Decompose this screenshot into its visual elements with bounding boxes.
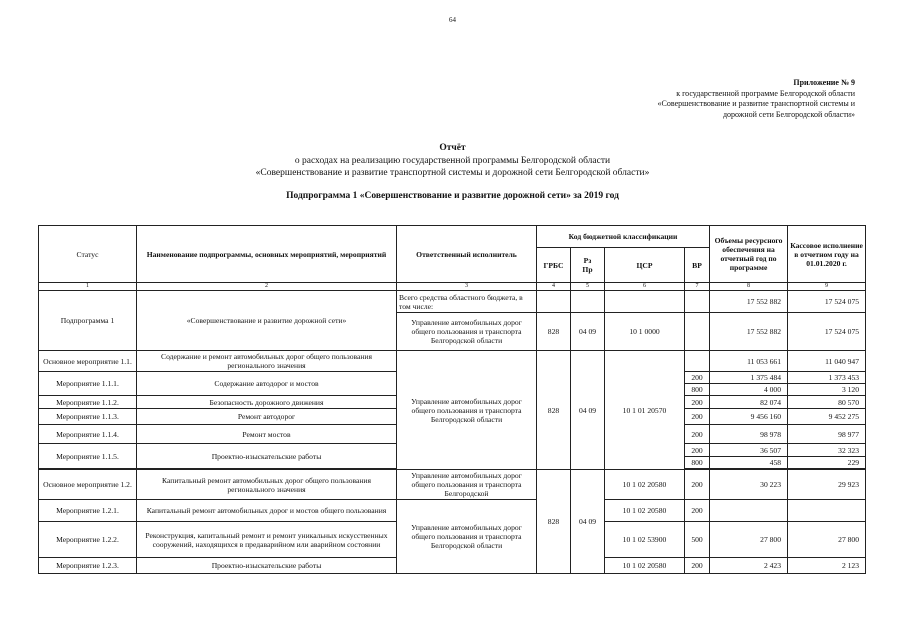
vr-cell xyxy=(685,291,710,313)
plan-cell: 82 074 xyxy=(710,396,788,409)
plan-cell: 458 xyxy=(710,457,788,469)
grbs-cell: 828 xyxy=(537,313,571,351)
expense-report-table xyxy=(38,225,866,574)
executor-cell: Управление автомобильных дорог общего пользования и транспорта Белгородской xyxy=(397,470,537,500)
plan-cell: 17 552 882 xyxy=(710,313,788,351)
actual-cell: 9 452 275 xyxy=(788,409,866,425)
name-cell: «Совершенствование и развитие дорожной сети» xyxy=(137,291,397,351)
vr-cell: 500 xyxy=(685,522,710,558)
name-cell: Капитальный ремонт автомобильных дорог и мостов общего пользования xyxy=(137,500,397,522)
actual-cell: 2 123 xyxy=(788,558,866,574)
actual-cell: 17 524 075 xyxy=(788,291,866,313)
rzpr-cell: 04 09 xyxy=(571,470,605,574)
table-row xyxy=(39,500,866,522)
appendix-line-3: «Совершенствование и развитие транспортной системы и xyxy=(657,99,855,108)
table-row xyxy=(39,351,866,372)
name-cell: Ремонт мостов xyxy=(137,425,397,444)
actual-cell: 17 524 075 xyxy=(788,313,866,351)
vr-cell: 200 xyxy=(685,470,710,500)
column-index-row xyxy=(39,283,866,291)
plan-cell: 2 423 xyxy=(710,558,788,574)
col-index: 2 xyxy=(137,283,397,291)
header-grbs: ГРБС xyxy=(537,248,571,283)
name-cell: Ремонт автодорог xyxy=(137,409,397,425)
vr-cell: 200 xyxy=(685,558,710,574)
vr-cell: 200 xyxy=(685,372,710,384)
actual-cell xyxy=(788,500,866,522)
rzpr-cell: 04 09 xyxy=(571,351,605,470)
actual-cell: 1 373 453 xyxy=(788,372,866,384)
vr-cell: 200 xyxy=(685,444,710,457)
header-executor: Ответственный исполнитель xyxy=(397,226,537,283)
appendix-line-4: дорожной сети Белгородской области» xyxy=(722,109,855,119)
header-rz: Рз xyxy=(583,256,592,265)
actual-cell: 229 xyxy=(788,457,866,469)
vr-cell: 200 xyxy=(685,500,710,522)
vr-cell: 200 xyxy=(685,425,710,444)
plan-cell xyxy=(710,500,788,522)
grbs-cell xyxy=(537,291,571,313)
actual-cell: 98 977 xyxy=(788,425,866,444)
status-cell: Мероприятие 1.1.3. xyxy=(39,409,137,425)
actual-cell: 27 800 xyxy=(788,522,866,558)
status-cell: Мероприятие 1.1.4. xyxy=(39,425,137,444)
status-cell: Мероприятие 1.1.1. xyxy=(39,372,137,396)
header-pr: Пр xyxy=(582,265,593,274)
csr-cell: 10 1 0000 xyxy=(605,313,685,351)
csr-cell: 10 1 02 20580 xyxy=(605,470,685,500)
col-index: 5 xyxy=(571,283,605,291)
status-cell: Мероприятие 1.1.2. xyxy=(39,396,137,409)
plan-cell: 11 053 661 xyxy=(710,351,788,372)
name-cell: Безопасность дорожного движения xyxy=(137,396,397,409)
header-rzpr xyxy=(571,248,605,283)
vr-cell: 800 xyxy=(685,457,710,469)
plan-cell: 1 375 484 xyxy=(710,372,788,384)
actual-cell: 80 570 xyxy=(788,396,866,409)
header-name: Наименование подпрограммы, основных мероприятий, мероприятий xyxy=(137,226,397,283)
grbs-cell: 828 xyxy=(537,351,571,470)
status-cell: Мероприятие 1.2.2. xyxy=(39,522,137,558)
vr-cell: 200 xyxy=(685,396,710,409)
header-vr: ВР xyxy=(685,248,710,283)
report-title xyxy=(0,142,905,202)
col-index: 8 xyxy=(710,283,788,291)
name-cell: Содержание автодорог и мостов xyxy=(137,372,397,396)
vr-cell: 200 xyxy=(685,409,710,425)
vr-cell xyxy=(685,351,710,372)
title-line-1: Отчёт xyxy=(439,143,466,153)
title-subtitle: Подпрограмма 1 «Совершенствование и развитие дорожной сети» за 2019 год xyxy=(286,190,619,201)
col-index: 4 xyxy=(537,283,571,291)
plan-cell: 4 000 xyxy=(710,384,788,396)
status-cell: Мероприятие 1.2.1. xyxy=(39,500,137,522)
name-cell: Капитальный ремонт автомобильных дорог общего пользования регионального значения xyxy=(137,470,397,500)
executor-cell: Управление автомобильных дорог общего пользования и транспорта Белгородской области xyxy=(397,500,537,574)
name-cell: Реконструкция, капитальный ремонт и ремонт уникальных искусственных сооружений, находящихся в предаварийном или аварийном состоянии xyxy=(137,522,397,558)
rzpr-cell xyxy=(571,291,605,313)
status-cell: Мероприятие 1.2.3. xyxy=(39,558,137,574)
plan-cell: 98 978 xyxy=(710,425,788,444)
page-number: 64 xyxy=(449,16,456,24)
executor-cell: Всего средства областного бюджета, в том числе: xyxy=(397,291,537,313)
col-index: 7 xyxy=(685,283,710,291)
name-cell: Проектно-изыскательские работы xyxy=(137,444,397,469)
header-actual: Кассовое исполнение в отчетном году на 01.01.2020 г. xyxy=(788,226,866,283)
table-row xyxy=(39,291,866,313)
executor-cell: Управление автомобильных дорог общего пользования и транспорта Белгородской области xyxy=(397,313,537,351)
title-line-3: «Совершенствование и развитие транспортной системы и дорожной сети Белгородской области» xyxy=(255,168,650,178)
actual-cell: 32 323 xyxy=(788,444,866,457)
header-csr: ЦСР xyxy=(605,248,685,283)
plan-cell: 36 507 xyxy=(710,444,788,457)
appendix-line-1: Приложение № 9 xyxy=(793,78,855,87)
rzpr-cell: 04 09 xyxy=(571,313,605,351)
status-cell: Мероприятие 1.1.5. xyxy=(39,444,137,469)
actual-cell: 29 923 xyxy=(788,470,866,500)
col-index: 3 xyxy=(397,283,537,291)
status-cell: Основное мероприятие 1.2. xyxy=(39,470,137,500)
plan-cell: 27 800 xyxy=(710,522,788,558)
csr-cell: 10 1 01 20570 xyxy=(605,351,685,470)
appendix-note xyxy=(560,78,855,120)
csr-cell xyxy=(605,291,685,313)
status-cell: Основное мероприятие 1.1. xyxy=(39,351,137,372)
table-row xyxy=(39,470,866,500)
grbs-cell: 828 xyxy=(537,470,571,574)
col-index: 1 xyxy=(39,283,137,291)
actual-cell: 3 120 xyxy=(788,384,866,396)
header-row xyxy=(39,226,866,248)
name-cell: Содержание и ремонт автомобильных дорог общего пользования регионального значения xyxy=(137,351,397,372)
vr-cell xyxy=(685,313,710,351)
col-index: 6 xyxy=(605,283,685,291)
csr-cell: 10 1 02 20580 xyxy=(605,558,685,574)
plan-cell: 30 223 xyxy=(710,470,788,500)
csr-cell: 10 1 02 53900 xyxy=(605,522,685,558)
csr-cell: 10 1 02 20580 xyxy=(605,500,685,522)
plan-cell: 9 456 160 xyxy=(710,409,788,425)
appendix-line-2: к государственной программе Белгородской области xyxy=(676,88,855,98)
vr-cell: 800 xyxy=(685,384,710,396)
header-budget-code: Код бюджетной классификации xyxy=(537,226,710,248)
title-line-2: о расходах на реализацию государственной программы Белгородской области xyxy=(294,155,611,166)
status-cell: Подпрограмма 1 xyxy=(39,291,137,351)
header-plan: Объемы ресурсного обеспечения на отчетный год по программе xyxy=(710,226,788,283)
actual-cell: 11 040 947 xyxy=(788,351,866,372)
plan-cell: 17 552 882 xyxy=(710,291,788,313)
executor-cell: Управление автомобильных дорог общего пользования и транспорта Белгородской области xyxy=(397,351,537,470)
name-cell: Проектно-изыскательские работы xyxy=(137,558,397,574)
col-index: 9 xyxy=(788,283,866,291)
header-status: Статус xyxy=(39,226,137,283)
